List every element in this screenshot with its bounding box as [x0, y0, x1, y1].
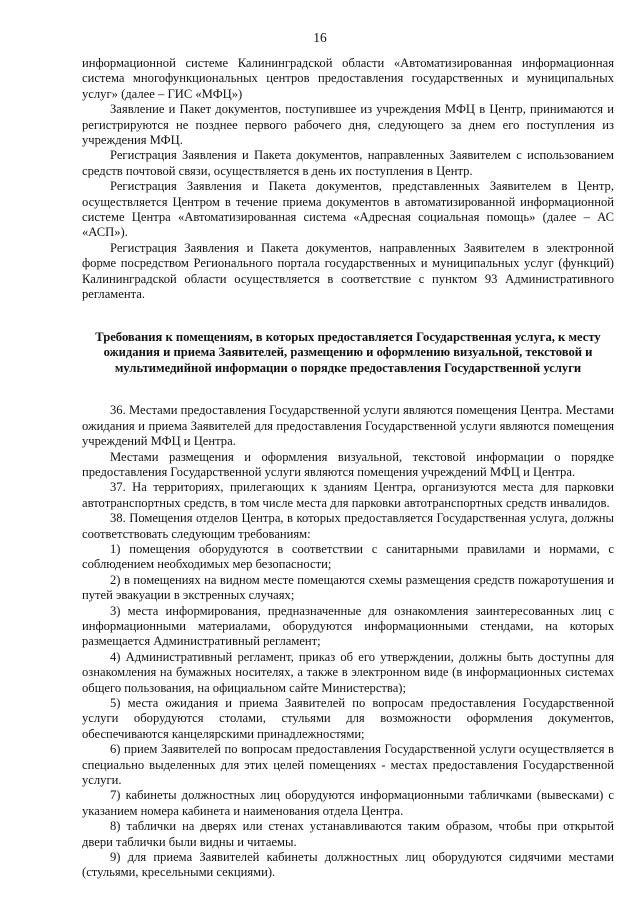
paragraph: Регистрация Заявления и Пакета документов, представленных Заявителем в Центр, осуществляется Центром в течение приема документов в автоматизированной информационной системе Центра «Автоматизированная система «Адресная социальная помощь» (далее – АС «АСП»).	[82, 179, 614, 240]
list-item: 2) в помещениях на видном месте помещаются схемы размещения средств пожаротушения и путей эвакуации в экстренных случаях;	[82, 572, 614, 603]
paragraph: 36. Местами предоставления Государственной услуги являются помещения Центра. Местами ожидания и приема Заявителей для предоставления Государственной услуги являются помещения учреждений МФЦ и Центра.	[82, 403, 614, 449]
list-item: 1) помещения оборудуются в соответствии с санитарными правилами и нормами, с соблюдением необходимых мер безопасности;	[82, 541, 614, 572]
list-item: 8) таблички на дверях или стенах устанавливаются таким образом, чтобы при открытой двери таблички были видны и читаемы.	[82, 819, 614, 849]
document-body	[82, 56, 614, 881]
paragraph: Местами размещения и оформления визуальной, текстовой информации о порядке предоставления Государственной услуги являются помещения учреждений МФЦ и Центра.	[82, 449, 614, 479]
paragraph: 38. Помещения отделов Центра, в которых предоставляется Государственная услуга, должны соответствовать следующим требованиям:	[82, 511, 614, 541]
list-item: 9) для приема Заявителей кабинеты должностных лиц оборудуются сидячими местами (стульями, кресельными секциями).	[82, 850, 614, 880]
section-heading: Требования к помещениям, в которых предоставляется Государственная услуга, к месту ожидания и приема Заявителей, размещению и оформлению визуальной, текстовой и мультимедийной информации о порядке предоставления Государственной услуги	[95, 329, 601, 375]
paragraph: 37. На территориях, прилегающих к зданиям Центра, организуются места для парковки автотранспортных средств, в том числе места для парковки автотранспортных средств инвалидов.	[82, 480, 614, 510]
list-item: 5) места ожидания и приема Заявителей по вопросам предоставления Государственной услуги оборудуются столами, стульями для возможности оформления документов, обеспечиваются канцелярскими принадлежностями;	[82, 696, 614, 741]
list-item: 4) Административный регламент, приказ об его утверждении, должны быть доступны для ознакомления на бумажных носителях, а также в электронном виде (в информационных системах общего пользования, на официальном сайте Министерства);	[82, 649, 614, 695]
list-item: 7) кабинеты должностных лиц оборудуются информационными табличками (вывесками) с указанием номера кабинета и наименования отдела Центра.	[82, 788, 614, 818]
list-item: 3) места информирования, предназначенные для ознакомления заинтересованных лиц с информационными материалами, оборудуются информационными стендами, на которых размещается Административный регламент;	[82, 603, 614, 649]
paragraph: Заявление и Пакет документов, поступившее из учреждения МФЦ в Центр, принимаются и регистрируются не позднее первого рабочего дня, следующего за днем его поступления из учреждения МФЦ.	[82, 102, 614, 148]
paragraph: Регистрация Заявления и Пакета документов, направленных Заявителем в электронной форме посредством Регионального портала государственных и муниципальных услуг (функций) Калининградской области осуществляется в соответствие с пунктом 93 Административного регламента.	[82, 240, 614, 302]
paragraph: Регистрация Заявления и Пакета документов, направленных Заявителем с использованием средств почтовой связи, осуществляется в день их поступления в Центр.	[82, 148, 614, 178]
list-item: 6) прием Заявителей по вопросам предоставления Государственной услуги осуществляется в специально выделенных для этих целей помещениях - местах предоставления Государственной услуги.	[82, 742, 614, 788]
page-number: 16	[313, 30, 327, 45]
paragraph: информационной системе Калининградской области «Автоматизированная информационная система многофункциональных центров предоставления государственных и муниципальных услуг» (далее – ГИС «МФЦ»)	[82, 56, 614, 101]
